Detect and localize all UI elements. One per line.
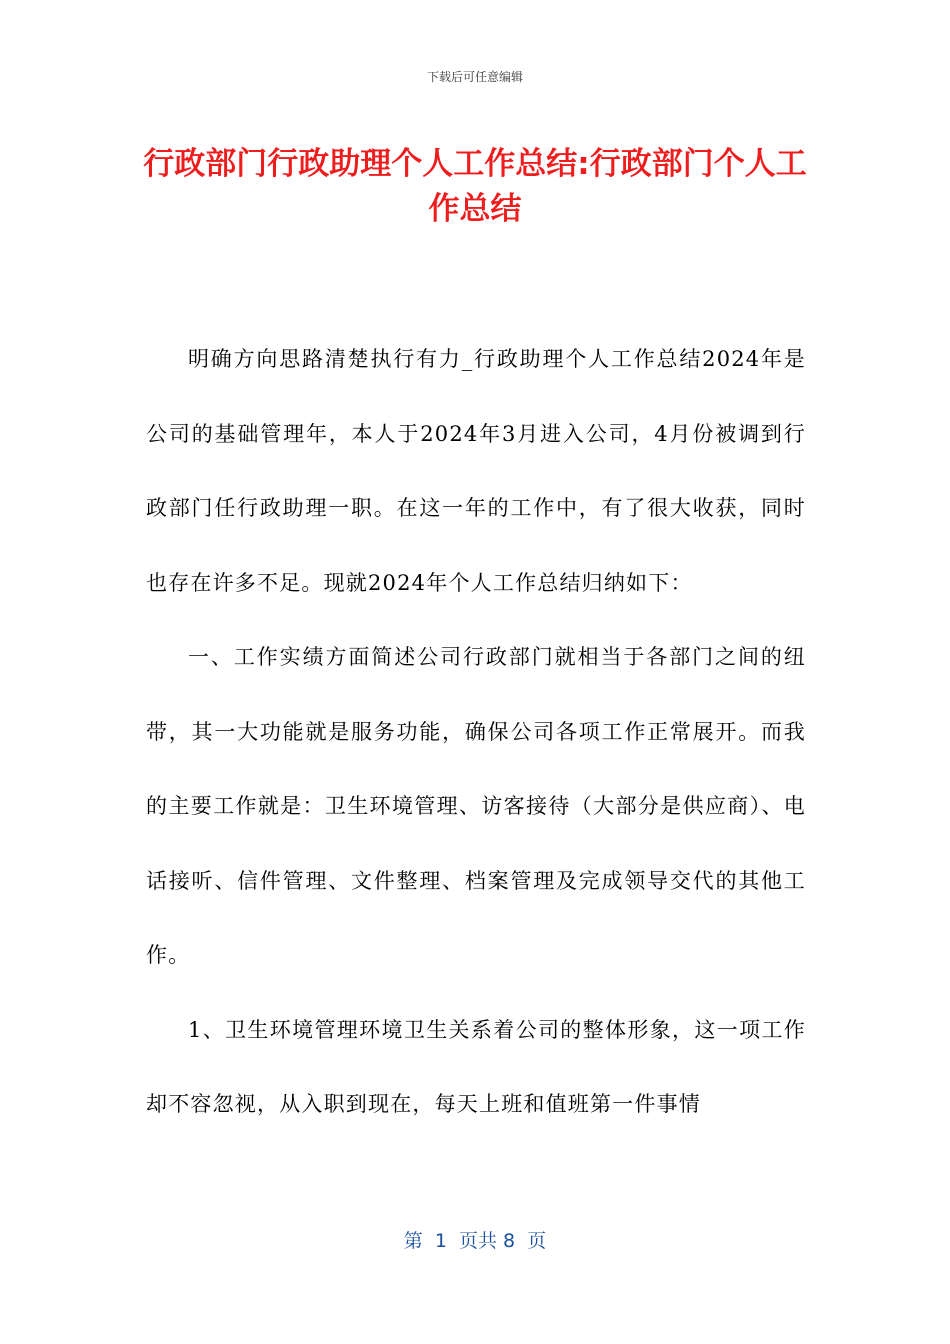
paragraph-work-achievements: 一、工作实绩方面简述公司行政部门就相当于各部门之间的纽带，其一大功能就是服务功能，确保公司各项工作正常展开。而我的主要工作就是：卫生环境管理、访客接待（大部分是供应商）、电话接听、信件管理、文件整理、档案管理及完成领导交代的其他工作。	[146, 645, 806, 967]
paragraph-environment-management: 1、卫生环境管理环境卫生关系着公司的整体形象，这一项工作却不容忽视，从入职到现在，每天上班和值班第一件事情	[146, 1017, 806, 1116]
page-footer: 第 1 页共 8 页	[403, 1230, 547, 1252]
header-note: 下载后可任意编辑	[426, 70, 523, 84]
document-title: 行政部门行政助理个人工作总结:行政部门个人工作总结	[143, 146, 807, 227]
document-body	[146, 322, 806, 1142]
paragraph-intro: 明确方向思路清楚执行有力_行政助理个人工作总结2024年是公司的基础管理年，本人于2024年3月进入公司，4月份被调到行政部门任行政助理一职。在这一年的工作中，有了很大收获，同时也存在许多不足。现就2024年个人工作总结归纳如下：	[146, 347, 806, 595]
